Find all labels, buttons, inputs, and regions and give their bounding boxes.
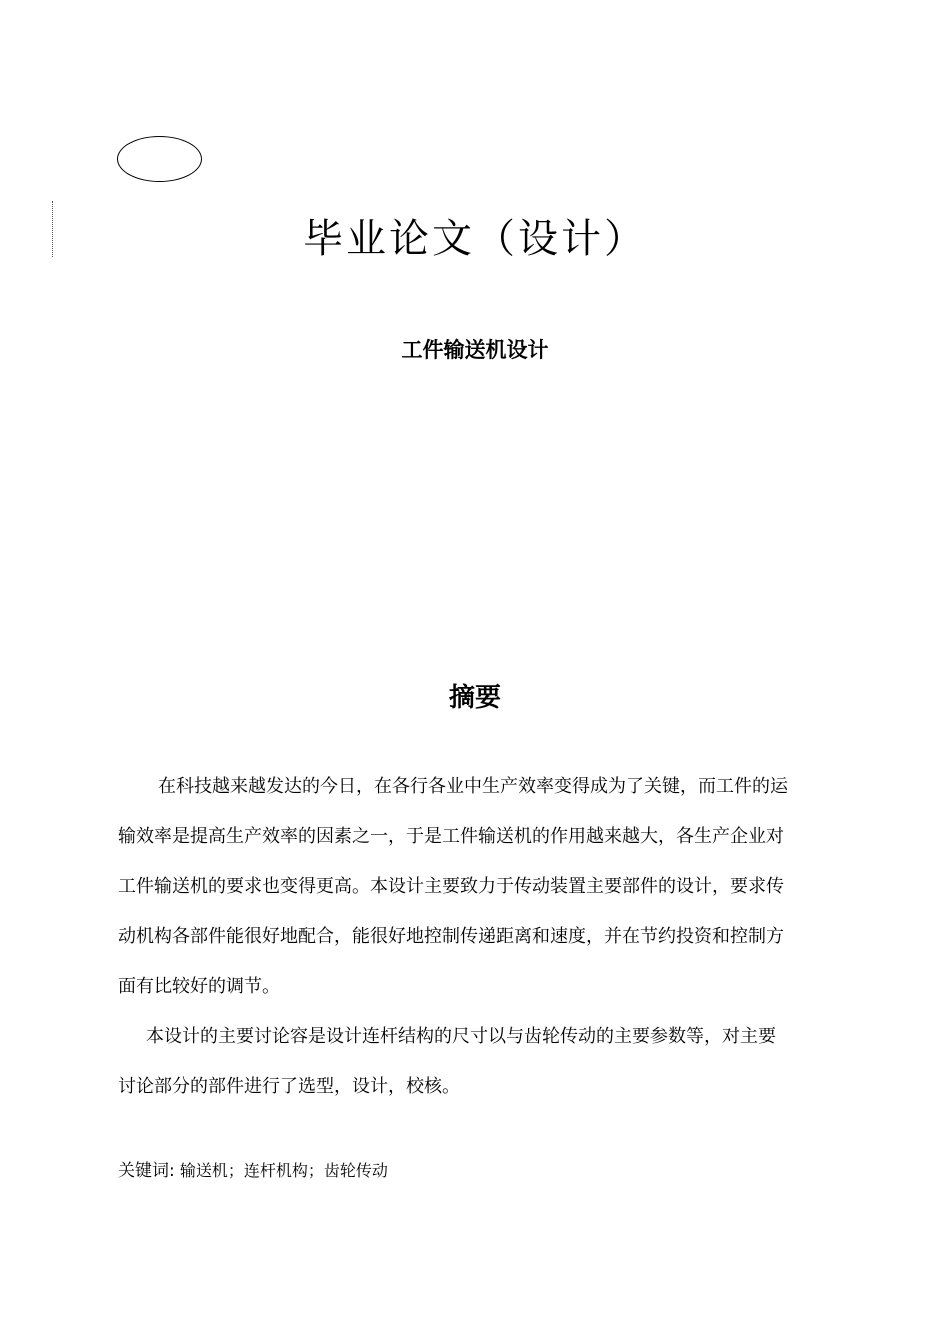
abstract-line: 输效率是提高生产效率的因素之一，于是工件输送机的作用越来越大，各生产企业对 [118,826,784,847]
keywords-value: 输送机；连杆机构；齿轮传动 [179,1161,388,1180]
keywords-label: 关键词: [118,1161,175,1181]
abstract-line: 在科技越来越发达的今日，在各行各业中生产效率变得成为了关键，而工件的运 [158,776,788,797]
abstract-line: 本设计的主要讨论容是设计连杆结构的尺寸以与齿轮传动的主要参数等，对主要 [146,1026,776,1047]
document-subtitle: 工件输送机设计 [401,338,549,362]
abstract-line: 动机构各部件能很好地配合，能很好地控制传递距离和速度，并在节约投资和控制方 [118,926,784,947]
abstract-line: 工件输送机的要求也变得更高。本设计主要致力于传动装置主要部件的设计，要求传 [118,876,784,897]
abstract-line: 讨论部分的部件进行了选型，设计，校核。 [118,1076,460,1097]
document-title: 毕业论文（设计） [303,216,647,262]
keywords [118,1158,388,1184]
abstract-heading: 摘要 [448,683,501,713]
oval-shape [117,136,202,182]
abstract-line: 面有比较好的调节。 [118,976,280,997]
